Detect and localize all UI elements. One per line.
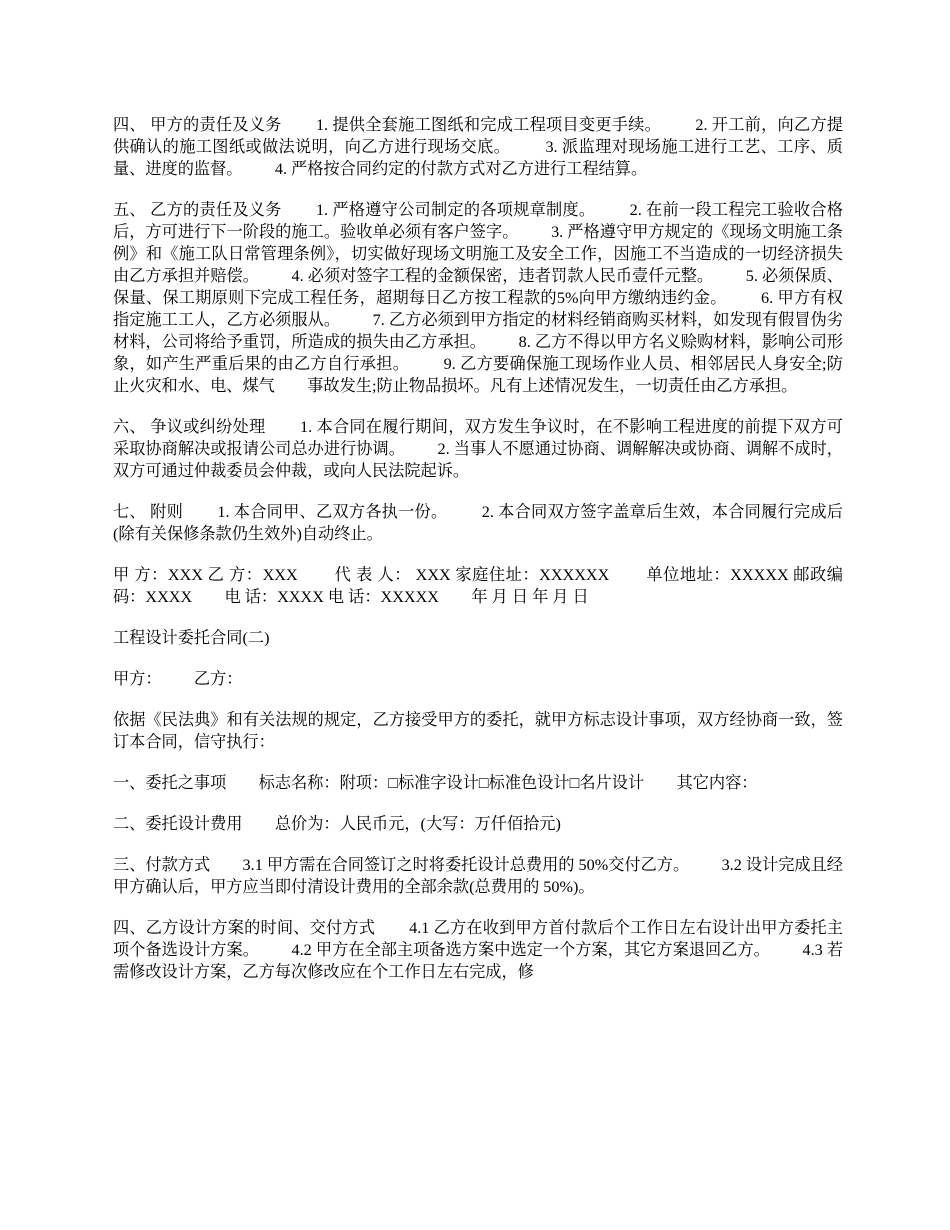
clause-3-payment-method: 三、付款方式 3.1 甲方需在合同签订之时将委托设计总费用的 50%交付乙方。 3.2 设计完成且经甲方确认后，甲方应当即付清设计费用的全部余款(总费用的 50%)。 xyxy=(113,856,843,896)
signature-block: 甲 方：XXX 乙 方：XXX 代 表 人： XXX 家庭住址：XXXXXX 单位地址：XXXXX 邮政编码：XXXX 电 话：XXXX 电 话：XXXXX 年 月 日 年 月 日 xyxy=(113,566,843,606)
contract-2-title: 工程设计委托合同(二) xyxy=(113,629,270,647)
section-4-party-a-duties: 四、 甲方的责任及义务 1. 提供全套施工图纸和完成工程项目变更手续。 2. 开工前，向乙方提供确认的施工图纸或做法说明，向乙方进行现场交底。 3. 派监理对现场施工进行工艺、工序、质量、进度的监督。 4. 严格按合同约定的付款方式对乙方进行工程结算。 xyxy=(113,116,843,178)
section-6-dispute-resolution: 六、 争议或纠纷处理 1. 本合同在履行期间，双方发生争议时，在不影响工程进度的前提下双方可采取协商解决或报请公司总办进行协调。 2. 当事人不愿通过协商、调解解决或协商、调解不成时，双方可通过仲裁委员会仲裁，或向人民法院起诉。 xyxy=(113,418,843,480)
preamble: 依据《民法典》和有关法规的规定，乙方接受甲方的委托，就甲方标志设计事项，双方经协商一致，签订本合同，信守执行： xyxy=(113,711,843,751)
section-5-party-b-duties: 五、 乙方的责任及义务 1. 严格遵守公司制定的各项规章制度。 2. 在前一段工程完工验收合格后，方可进行下一阶段的施工。验收单必须有客户签字。 3. 严格遵守甲方规定的《现场文明施工条例》和《施工队日常管理条例》，切实做好现场文明施工及安全工作，因施工不当造成的一切经济损失由乙方承担并赔偿。 4. 必须对签字工程的金额保密，违者罚款人民币壹仟元整。 5. 必须保质、保量、保工期原则下完成工程任务，超期每日乙方按工程款的5%向甲方缴纳违约金。 6. 甲方有权指定施工工人，乙方必须服从。 7. 乙方必须到甲方指定的材料经销商购买材料，如发现有假冒伪劣材料，公司将给予重罚，所造成的损失由乙方承担。 8. 乙方不得以甲方名义赊购材料，影响公司形象，如产生严重后果的由乙方自行承担。 9. 乙方要确保施工现场作业人员、相邻居民人身安全;防止火灾和水、电、煤气 事故发生;防止物品损坏。凡有上述情况发生，一切责任由乙方承担。 xyxy=(113,201,843,395)
parties-line: 甲方： 乙方： xyxy=(113,670,243,688)
section-7-supplementary: 七、 附则 1. 本合同甲、乙双方各执一份。 2. 本合同双方签字盖章后生效，本合同履行完成后(除有关保修条款仍生效外)自动终止。 xyxy=(113,503,843,543)
clause-1-commission-items: 一、委托之事项 标志名称：附项：□标准字设计□标准色设计□名片设计 其它内容： xyxy=(113,774,758,792)
clause-2-design-fee: 二、委托设计费用 总价为：人民币元，(大写：万仟佰拾元) xyxy=(113,815,561,833)
clause-4-delivery-schedule: 四、乙方设计方案的时间、交付方式 4.1 乙方在收到甲方首付款后个工作日左右设计出甲方委托主项个备选设计方案。 4.2 甲方在全部主项备选方案中选定一个方案，其它方案退回乙方。 4.3 若需修改设计方案，乙方每次修改应在个工作日左右完成，修 xyxy=(113,919,843,981)
document-page xyxy=(113,114,843,1002)
